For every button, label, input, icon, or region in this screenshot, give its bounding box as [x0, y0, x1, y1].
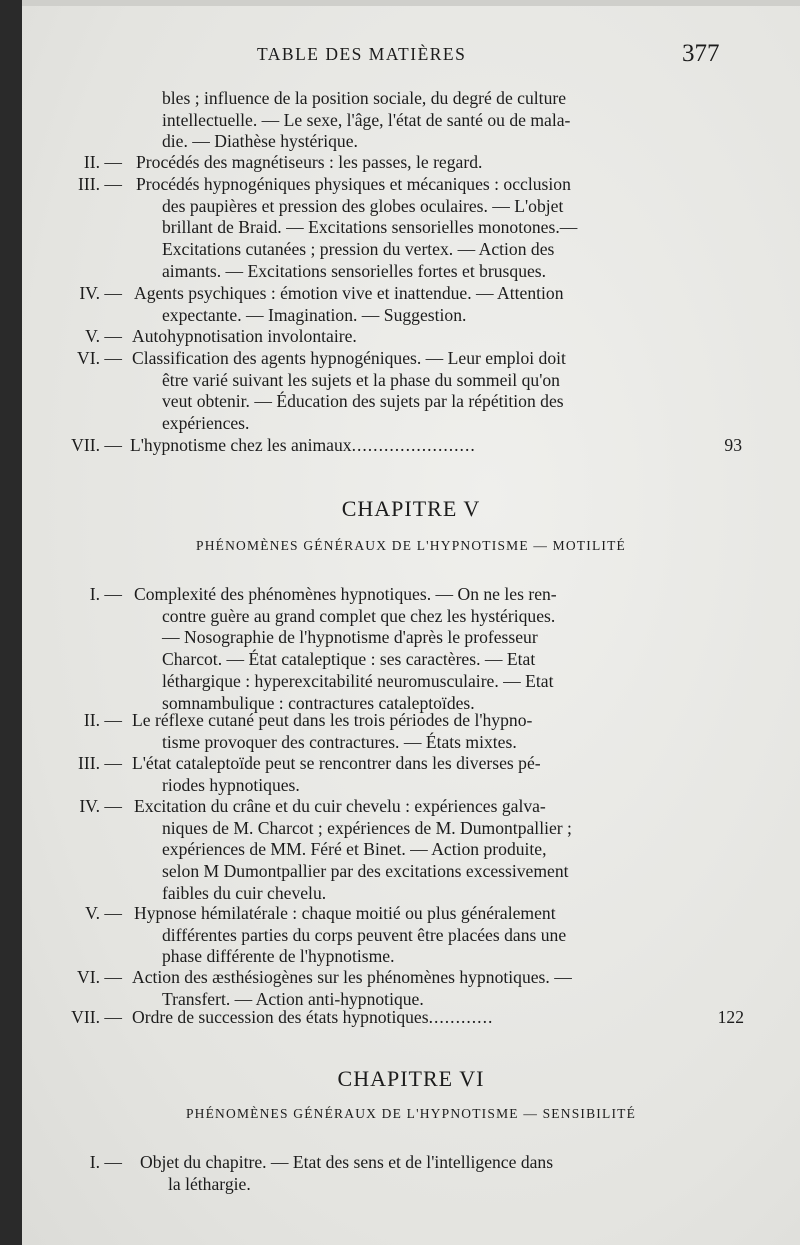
entry-line: différentes parties du corps peuvent être placées dans une	[162, 924, 567, 945]
book-page	[22, 0, 800, 1245]
entry-number: VII. —	[71, 1007, 122, 1027]
entry-number: II. —	[83, 710, 122, 730]
entry-line: Excitation du crâne et du cuir chevelu : expériences galva-	[134, 796, 546, 816]
entry-line: Autohypnotisation involontaire.	[132, 326, 357, 346]
toc-entry	[136, 152, 748, 174]
entry-line: aimants. — Excitations sensorielles fortes et brusques.	[162, 260, 547, 281]
entry-number: II. —	[83, 152, 122, 172]
dot-leader: ............	[428, 1007, 494, 1027]
entry-number: III. —	[78, 753, 122, 773]
entry-line: tisme provoquer des contractures. — États mixtes.	[162, 731, 517, 752]
toc-entry	[134, 584, 749, 714]
entry-line: léthargique : hyperexcitabilité neuromusculaire. — Etat	[162, 670, 554, 691]
entry-line: Complexité des phénomènes hypnotiques. — On ne les ren-	[134, 584, 557, 604]
toc-entry	[134, 283, 746, 326]
toc-entry	[134, 903, 749, 968]
entry-line: Objet du chapitre. — Etat des sens et de l'intelligence dans	[140, 1152, 554, 1172]
toc-entry	[140, 1152, 752, 1195]
entry-line: expériences de MM. Féré et Binet. — Action produite,	[162, 839, 547, 860]
chapter-subtitle: PHÉNOMÈNES GÉNÉRAUX DE L'HYPNOTISME — MOTILITÉ	[196, 538, 626, 553]
entry-line: Hypnose hémilatérale : chaque moitié ou plus généralement	[134, 903, 556, 923]
entry-line: contre guère au grand complet que chez les hystériques.	[162, 605, 556, 626]
entry-line: intellectuelle. — Le sexe, l'âge, l'état de santé ou de mala-	[162, 109, 571, 130]
entry-line: Charcot. — État cataleptique : ses caractères. — Etat	[162, 649, 536, 670]
toc-entry	[132, 967, 747, 1010]
entry-text: L'hypnotisme chez les animaux	[130, 435, 352, 455]
toc-entry	[132, 348, 747, 435]
entry-number: IV. —	[79, 796, 122, 816]
entry-number: I. —	[89, 1152, 122, 1172]
entry-line: Excitations cutanées ; pression du vertex. — Action des	[162, 239, 555, 260]
chapter-subtitle: PHÉNOMÈNES GÉNÉRAUX DE L'HYPNOTISME — SENSIBILITÉ	[185, 1106, 637, 1121]
entry-line: somnambulique : contractures cataleptoïdes.	[162, 692, 475, 713]
toc-entry	[134, 796, 749, 905]
entry-line: Procédés des magnétiseurs : les passes, le regard.	[136, 152, 483, 172]
entry-line: faibles du cuir chevelu.	[162, 882, 327, 903]
entry-line: Procédés hypnogéniques physiques et mécaniques : occlusion	[136, 174, 571, 194]
chapter-title: CHAPITRE VI	[337, 1066, 485, 1091]
entry-line: riodes hypnotiques.	[162, 774, 300, 795]
toc-entry	[136, 174, 748, 283]
page-number: 377	[682, 40, 720, 67]
entry-line: — Nosographie de l'hypnotisme d'après le professeur	[162, 627, 538, 648]
entry-line: des paupières et pression des globes oculaires. — L'objet	[162, 195, 564, 216]
entry-line: expectante. — Imagination. — Suggestion.	[162, 304, 467, 325]
entry-line: selon M Dumontpallier par des excitations excessivement	[162, 861, 569, 882]
running-title: TABLE DES MATIÈRES	[257, 44, 467, 64]
page-header	[22, 40, 800, 74]
chapter-title: CHAPITRE V	[341, 496, 481, 521]
entry-number: VI. —	[77, 967, 122, 987]
entry-line: Le réflexe cutané peut dans les trois périodes de l'hypno-	[132, 710, 533, 730]
entry-line: Classification des agents hypnogéniques. — Leur emploi doit	[132, 348, 566, 368]
entry-line: Action des æsthésiogènes sur les phénomènes hypnotiques. —	[132, 967, 572, 987]
toc-entry	[132, 710, 747, 753]
entry-number: VI. —	[77, 348, 122, 368]
entry-text: Ordre de succession des états hypnotiques	[132, 1007, 429, 1027]
toc-entry-with-page	[130, 435, 742, 457]
toc-entry	[132, 326, 744, 348]
dot-leader: .......................	[351, 435, 476, 455]
entry-line: L'état cataleptoïde peut se rencontrer dans les diverses pé-	[132, 753, 541, 773]
entry-line: la léthargie.	[168, 1173, 251, 1194]
entry-page: 122	[717, 1007, 744, 1027]
toc-entry-with-page	[132, 1007, 744, 1029]
entry-line	[132, 1007, 744, 1029]
entry-line: phase différente de l'hypnotisme.	[162, 946, 395, 967]
entry-number: VII. —	[71, 435, 122, 455]
entry-line: niques de M. Charcot ; expériences de M. Dumontpallier ;	[162, 817, 572, 838]
entry-line	[130, 435, 742, 457]
entry-line: Agents psychiques : émotion vive et inattendue. — Attention	[134, 283, 564, 303]
entry-line: die. — Diathèse hystérique.	[162, 131, 358, 152]
entry-number: V. —	[85, 326, 122, 346]
entry-line: expériences.	[162, 413, 250, 434]
entry-number: III. —	[78, 174, 122, 194]
entry-number: I. —	[89, 584, 122, 604]
entry-number: IV. —	[79, 283, 122, 303]
entry-line: brillant de Braid. — Excitations sensorielles monotones.—	[162, 217, 578, 238]
entry-number: V. —	[85, 903, 122, 923]
entry-line: être varié suivant les sujets et la phase du sommeil qu'on	[162, 369, 560, 390]
continued-entry	[162, 88, 747, 153]
entry-line: bles ; influence de la position sociale, du degré de culture	[162, 88, 567, 108]
entry-line: Transfert. — Action anti-hypnotique.	[162, 988, 424, 1009]
entry-page: 93	[724, 435, 742, 455]
entry-line: veut obtenir. — Éducation des sujets par la répétition des	[162, 391, 564, 412]
toc-entry	[132, 753, 747, 796]
